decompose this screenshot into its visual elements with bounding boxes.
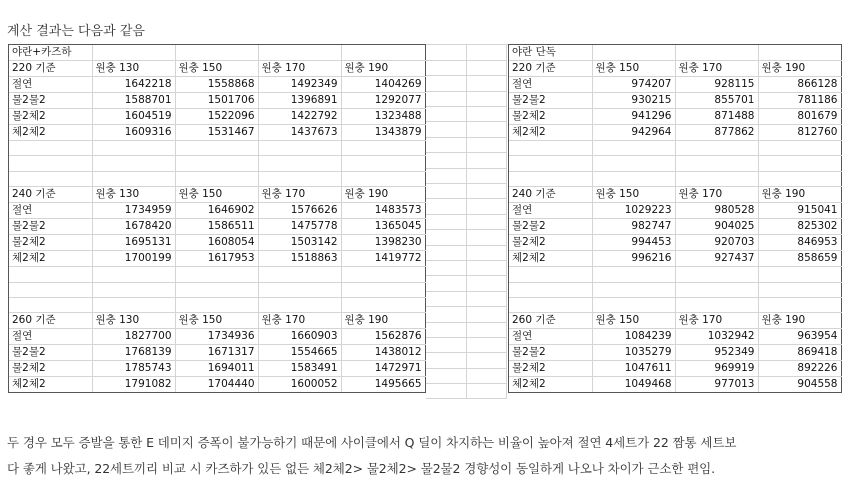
- empty-cell: [466, 384, 506, 399]
- value-cell[interactable]: 1558868: [175, 77, 258, 93]
- label-cell[interactable]: 절연: [9, 329, 92, 345]
- header-cell[interactable]: 원충 170: [675, 187, 758, 203]
- header-cell[interactable]: 원충 130: [92, 61, 175, 77]
- value-cell[interactable]: 1827700: [92, 329, 175, 345]
- value-cell[interactable]: 869418: [758, 345, 841, 361]
- label-cell[interactable]: [509, 141, 592, 156]
- left-data-row: [9, 251, 425, 267]
- right-data-row: [509, 219, 841, 235]
- value-cell[interactable]: 1734959: [92, 203, 175, 219]
- value-cell[interactable]: 1492349: [258, 77, 341, 93]
- label-cell[interactable]: [675, 171, 758, 186]
- value-cell[interactable]: 994453: [592, 235, 675, 251]
- empty-cell: [426, 45, 466, 60]
- left-data-row: [9, 219, 425, 235]
- header-cell[interactable]: 원충 190: [341, 61, 425, 77]
- empty-cell: [426, 337, 466, 352]
- label-cell[interactable]: [341, 171, 425, 186]
- label-cell[interactable]: 물2물2: [9, 93, 92, 109]
- empty-cell: [426, 214, 466, 229]
- label-cell[interactable]: [9, 282, 92, 297]
- label-cell[interactable]: [9, 141, 92, 156]
- left-gap-row: [9, 156, 425, 171]
- empty-cell: [426, 76, 466, 91]
- label-cell[interactable]: [258, 267, 341, 282]
- value-cell[interactable]: 1047611: [592, 361, 675, 377]
- header-cell[interactable]: 원충 170: [258, 187, 341, 203]
- left-data-row: [9, 77, 425, 93]
- value-cell[interactable]: 1438012: [341, 345, 425, 361]
- label-cell[interactable]: [175, 156, 258, 171]
- header-cell[interactable]: 원충 170: [675, 61, 758, 77]
- left-data-row: [9, 345, 425, 361]
- label-cell[interactable]: 물2체2: [509, 235, 592, 251]
- label-cell[interactable]: [92, 282, 175, 297]
- label-cell[interactable]: 체2체2: [509, 251, 592, 267]
- value-cell[interactable]: 871488: [675, 109, 758, 125]
- label-cell[interactable]: [592, 282, 675, 297]
- label-cell[interactable]: [758, 282, 841, 297]
- empty-cell: [426, 353, 466, 368]
- header-cell[interactable]: 원충 190: [758, 187, 841, 203]
- conclusion-line-2: 다 좋게 나왔고, 22세트끼리 비교 시 카즈하가 있든 없든 체2체2> 물2체2> 물2물2 경향성이 동일하게 나오나 차이가 근소한 편임.: [7, 461, 716, 476]
- value-cell[interactable]: 1292077: [341, 93, 425, 109]
- empty-cell: [426, 137, 466, 152]
- header-cell[interactable]: 240 기준: [9, 187, 92, 203]
- empty-cell: [426, 307, 466, 322]
- right-data-row: [509, 377, 841, 393]
- value-cell[interactable]: 942964: [592, 125, 675, 141]
- value-cell[interactable]: 930215: [592, 93, 675, 109]
- empty-cell: [466, 291, 506, 306]
- label-cell[interactable]: [341, 297, 425, 312]
- value-cell[interactable]: 1791082: [92, 377, 175, 393]
- value-cell[interactable]: 1586511: [175, 219, 258, 235]
- label-cell[interactable]: [758, 267, 841, 282]
- left-data-row: [9, 125, 425, 141]
- value-cell[interactable]: 1084239: [592, 329, 675, 345]
- value-cell[interactable]: 941296: [592, 109, 675, 125]
- value-cell[interactable]: 952349: [675, 345, 758, 361]
- header-cell[interactable]: 260 기준: [9, 313, 92, 329]
- value-cell[interactable]: 1608054: [175, 235, 258, 251]
- right-gap-row: [509, 282, 841, 297]
- empty-cell: [426, 230, 466, 245]
- label-cell[interactable]: [92, 141, 175, 156]
- table-title-cell[interactable]: 야란+카즈하: [9, 45, 92, 61]
- label-cell[interactable]: [341, 141, 425, 156]
- label-cell[interactable]: [592, 297, 675, 312]
- spreadsheet-gap-columns: [426, 44, 508, 399]
- label-cell[interactable]: [341, 267, 425, 282]
- label-cell[interactable]: [258, 156, 341, 171]
- label-cell[interactable]: [592, 156, 675, 171]
- value-cell[interactable]: 1695131: [92, 235, 175, 251]
- header-cell[interactable]: 원충 190: [758, 313, 841, 329]
- value-cell[interactable]: 866128: [758, 77, 841, 93]
- left-header-row: [9, 313, 425, 329]
- label-cell[interactable]: [341, 156, 425, 171]
- value-cell[interactable]: 1694011: [175, 361, 258, 377]
- empty-cell: [466, 199, 506, 214]
- label-cell[interactable]: [175, 171, 258, 186]
- label-cell[interactable]: [175, 45, 258, 61]
- label-cell[interactable]: 체2체2: [9, 377, 92, 393]
- label-cell[interactable]: [341, 282, 425, 297]
- header-cell[interactable]: 원충 190: [341, 313, 425, 329]
- value-cell[interactable]: 1398230: [341, 235, 425, 251]
- label-cell[interactable]: [258, 297, 341, 312]
- left-data-row: [9, 329, 425, 345]
- value-cell[interactable]: 1576626: [258, 203, 341, 219]
- left-data-row: [9, 203, 425, 219]
- right-data-row: [509, 125, 841, 141]
- header-cell[interactable]: 240 기준: [509, 187, 592, 203]
- empty-cell: [426, 322, 466, 337]
- label-cell[interactable]: [675, 282, 758, 297]
- left-data-row: [9, 377, 425, 393]
- value-cell[interactable]: 1365045: [341, 219, 425, 235]
- empty-cell: [426, 276, 466, 291]
- empty-cell: [426, 107, 466, 122]
- right-title-row: [509, 45, 841, 61]
- label-cell[interactable]: 물2체2: [9, 109, 92, 125]
- label-cell[interactable]: 물2물2: [9, 345, 92, 361]
- value-cell[interactable]: 1562876: [341, 329, 425, 345]
- header-cell[interactable]: 원충 150: [592, 187, 675, 203]
- left-gap-row: [9, 267, 425, 282]
- empty-cell: [466, 76, 506, 91]
- label-cell[interactable]: [592, 45, 675, 61]
- label-cell[interactable]: [92, 156, 175, 171]
- empty-cell: [426, 60, 466, 75]
- right-data-row: [509, 361, 841, 377]
- value-cell[interactable]: 1035279: [592, 345, 675, 361]
- value-cell[interactable]: 1343879: [341, 125, 425, 141]
- label-cell[interactable]: [758, 171, 841, 186]
- value-cell[interactable]: 1396891: [258, 93, 341, 109]
- value-cell[interactable]: 1617953: [175, 251, 258, 267]
- value-cell[interactable]: 812760: [758, 125, 841, 141]
- left-data-row: [9, 93, 425, 109]
- value-cell[interactable]: 1419772: [341, 251, 425, 267]
- value-cell[interactable]: 1404269: [341, 77, 425, 93]
- left-header-row: [9, 187, 425, 203]
- right-data-row: [509, 93, 841, 109]
- right-data-row: [509, 345, 841, 361]
- empty-cell: [466, 245, 506, 260]
- label-cell[interactable]: [258, 141, 341, 156]
- right-gap-row: [509, 297, 841, 312]
- right-data-row: [509, 109, 841, 125]
- label-cell[interactable]: [258, 282, 341, 297]
- empty-cell: [426, 153, 466, 168]
- empty-cell: [426, 368, 466, 383]
- value-cell[interactable]: 1503142: [258, 235, 341, 251]
- label-cell[interactable]: [175, 141, 258, 156]
- right-data-row: [509, 251, 841, 267]
- value-cell[interactable]: 781186: [758, 93, 841, 109]
- header-cell[interactable]: 원충 170: [258, 61, 341, 77]
- empty-cell: [466, 353, 506, 368]
- value-cell[interactable]: 877862: [675, 125, 758, 141]
- heading: 계산 결과는 다음과 같음: [7, 24, 145, 39]
- label-cell[interactable]: 물2체2: [509, 361, 592, 377]
- left-gap-row: [9, 282, 425, 297]
- value-cell[interactable]: 1032942: [675, 329, 758, 345]
- label-cell[interactable]: 절연: [509, 203, 592, 219]
- header-cell[interactable]: 원충 150: [175, 61, 258, 77]
- label-cell[interactable]: 물2체2: [9, 361, 92, 377]
- label-cell[interactable]: [9, 297, 92, 312]
- value-cell[interactable]: 1483573: [341, 203, 425, 219]
- right-gap-row: [509, 171, 841, 186]
- empty-cell: [466, 91, 506, 106]
- left-gap-row: [9, 171, 425, 186]
- value-cell[interactable]: 1660903: [258, 329, 341, 345]
- label-cell[interactable]: [509, 267, 592, 282]
- right-data-row: [509, 77, 841, 93]
- value-cell[interactable]: 996216: [592, 251, 675, 267]
- value-cell[interactable]: 1768139: [92, 345, 175, 361]
- empty-cell: [426, 184, 466, 199]
- empty-cell: [466, 214, 506, 229]
- empty-cell: [466, 322, 506, 337]
- value-cell[interactable]: 1600052: [258, 377, 341, 393]
- label-cell[interactable]: 물2체2: [9, 235, 92, 251]
- right-data-row: [509, 329, 841, 345]
- header-cell[interactable]: 원충 130: [92, 313, 175, 329]
- header-cell[interactable]: 원충 150: [175, 313, 258, 329]
- empty-cell: [426, 245, 466, 260]
- value-cell[interactable]: 1323488: [341, 109, 425, 125]
- right-header-row: [509, 313, 841, 329]
- label-cell[interactable]: [175, 282, 258, 297]
- value-cell[interactable]: 982747: [592, 219, 675, 235]
- header-cell[interactable]: 220 기준: [9, 61, 92, 77]
- empty-cell: [466, 276, 506, 291]
- label-cell[interactable]: 절연: [9, 77, 92, 93]
- header-cell[interactable]: 원충 170: [675, 313, 758, 329]
- right-gap-row: [509, 141, 841, 156]
- empty-cell: [426, 91, 466, 106]
- label-cell[interactable]: [592, 171, 675, 186]
- left-gap-row: [9, 141, 425, 156]
- label-cell[interactable]: [758, 45, 841, 61]
- right-gap-row: [509, 156, 841, 171]
- label-cell[interactable]: 물2물2: [509, 219, 592, 235]
- label-cell[interactable]: [92, 267, 175, 282]
- header-cell[interactable]: 220 기준: [509, 61, 592, 77]
- value-cell[interactable]: 1704440: [175, 377, 258, 393]
- right-data-row: [509, 203, 841, 219]
- label-cell[interactable]: 물2물2: [509, 345, 592, 361]
- header-cell[interactable]: 원충 190: [341, 187, 425, 203]
- value-cell[interactable]: 920703: [675, 235, 758, 251]
- value-cell[interactable]: 1522096: [175, 109, 258, 125]
- label-cell[interactable]: 절연: [509, 77, 592, 93]
- value-cell[interactable]: 1609316: [92, 125, 175, 141]
- label-cell[interactable]: [758, 141, 841, 156]
- value-cell[interactable]: 1495665: [341, 377, 425, 393]
- value-cell[interactable]: 1531467: [175, 125, 258, 141]
- empty-cell: [426, 168, 466, 183]
- header-cell[interactable]: 원충 150: [592, 313, 675, 329]
- header-cell[interactable]: 원충 170: [258, 313, 341, 329]
- label-cell[interactable]: [675, 45, 758, 61]
- value-cell[interactable]: 1437673: [258, 125, 341, 141]
- label-cell[interactable]: [675, 141, 758, 156]
- conclusion-line-1: 두 경우 모두 증발을 통한 E 데미지 증폭이 불가능하기 때문에 사이클에서 Q 딜이 차지하는 비율이 높아져 절연 4세트가 22 짬통 세트보: [7, 435, 737, 450]
- empty-cell: [466, 153, 506, 168]
- label-cell[interactable]: [509, 171, 592, 186]
- value-cell[interactable]: 904558: [758, 377, 841, 393]
- value-cell[interactable]: 980528: [675, 203, 758, 219]
- empty-cell: [466, 122, 506, 137]
- right-gap-row: [509, 267, 841, 282]
- left-data-row: [9, 235, 425, 251]
- left-gap-row: [9, 297, 425, 312]
- value-cell[interactable]: 1700199: [92, 251, 175, 267]
- value-cell[interactable]: 858659: [758, 251, 841, 267]
- label-cell[interactable]: 절연: [9, 203, 92, 219]
- value-cell[interactable]: 977013: [675, 377, 758, 393]
- value-cell[interactable]: 1029223: [592, 203, 675, 219]
- label-cell[interactable]: 체2체2: [9, 125, 92, 141]
- label-cell[interactable]: [9, 267, 92, 282]
- value-cell[interactable]: 928115: [675, 77, 758, 93]
- label-cell[interactable]: [9, 171, 92, 186]
- empty-cell: [426, 260, 466, 275]
- value-cell[interactable]: 963954: [758, 329, 841, 345]
- value-cell[interactable]: 904025: [675, 219, 758, 235]
- right-header-row: [509, 187, 841, 203]
- label-cell[interactable]: 절연: [509, 329, 592, 345]
- label-cell[interactable]: [675, 267, 758, 282]
- header-cell[interactable]: 260 기준: [509, 313, 592, 329]
- label-cell[interactable]: 물2물2: [509, 93, 592, 109]
- label-cell[interactable]: 체2체2: [509, 377, 592, 393]
- right-data-row: [509, 235, 841, 251]
- label-cell[interactable]: 물2체2: [509, 109, 592, 125]
- label-cell[interactable]: 체2체2: [509, 125, 592, 141]
- header-cell[interactable]: 원충 150: [175, 187, 258, 203]
- header-cell[interactable]: 원충 190: [758, 61, 841, 77]
- label-cell[interactable]: [758, 156, 841, 171]
- value-cell[interactable]: 1604519: [92, 109, 175, 125]
- value-cell[interactable]: 1588701: [92, 93, 175, 109]
- table-title-cell[interactable]: 야란 단독: [509, 45, 592, 61]
- empty-cell: [426, 122, 466, 137]
- value-cell[interactable]: 1049468: [592, 377, 675, 393]
- label-cell[interactable]: [592, 267, 675, 282]
- label-cell[interactable]: [175, 297, 258, 312]
- left-data-row: [9, 109, 425, 125]
- empty-cell: [466, 260, 506, 275]
- label-cell[interactable]: [758, 297, 841, 312]
- empty-cell: [426, 384, 466, 399]
- empty-cell: [466, 45, 506, 60]
- yelan-solo-table: [508, 44, 842, 393]
- empty-cell: [466, 368, 506, 383]
- value-cell[interactable]: 1678420: [92, 219, 175, 235]
- value-cell[interactable]: 927437: [675, 251, 758, 267]
- empty-cell: [466, 107, 506, 122]
- value-cell[interactable]: 974207: [592, 77, 675, 93]
- empty-cell: [466, 230, 506, 245]
- value-cell[interactable]: 1734936: [175, 329, 258, 345]
- value-cell[interactable]: 1422792: [258, 109, 341, 125]
- value-cell[interactable]: 1646902: [175, 203, 258, 219]
- label-cell[interactable]: 물2물2: [9, 219, 92, 235]
- value-cell[interactable]: 969919: [675, 361, 758, 377]
- value-cell[interactable]: 1642218: [92, 77, 175, 93]
- label-cell[interactable]: [592, 141, 675, 156]
- label-cell[interactable]: [675, 297, 758, 312]
- empty-cell: [466, 60, 506, 75]
- left-header-row: [9, 61, 425, 77]
- value-cell[interactable]: 1475778: [258, 219, 341, 235]
- empty-cell: [426, 199, 466, 214]
- value-cell[interactable]: 1501706: [175, 93, 258, 109]
- value-cell[interactable]: 801679: [758, 109, 841, 125]
- label-cell[interactable]: [509, 156, 592, 171]
- label-cell[interactable]: [509, 297, 592, 312]
- empty-cell: [426, 291, 466, 306]
- label-cell[interactable]: [258, 171, 341, 186]
- empty-cell: [466, 307, 506, 322]
- kazuha-combo-table: [8, 44, 426, 393]
- label-cell[interactable]: [675, 156, 758, 171]
- value-cell[interactable]: 1671317: [175, 345, 258, 361]
- value-cell[interactable]: 825302: [758, 219, 841, 235]
- header-cell[interactable]: 원충 130: [92, 187, 175, 203]
- empty-cell: [466, 137, 506, 152]
- value-cell[interactable]: 892226: [758, 361, 841, 377]
- left-title-row: [9, 45, 425, 61]
- right-header-row: [509, 61, 841, 77]
- value-cell[interactable]: 1785743: [92, 361, 175, 377]
- value-cell[interactable]: 1554665: [258, 345, 341, 361]
- value-cell[interactable]: 855701: [675, 93, 758, 109]
- value-cell[interactable]: 1472971: [341, 361, 425, 377]
- empty-cell: [466, 184, 506, 199]
- label-cell[interactable]: [509, 282, 592, 297]
- header-cell[interactable]: 원충 150: [592, 61, 675, 77]
- label-cell[interactable]: [341, 45, 425, 61]
- value-cell[interactable]: 1583491: [258, 361, 341, 377]
- empty-cell: [466, 337, 506, 352]
- label-cell[interactable]: 체2체2: [9, 251, 92, 267]
- label-cell[interactable]: [175, 267, 258, 282]
- label-cell[interactable]: [92, 45, 175, 61]
- left-data-row: [9, 361, 425, 377]
- label-cell[interactable]: [92, 171, 175, 186]
- value-cell[interactable]: 1518863: [258, 251, 341, 267]
- value-cell[interactable]: 846953: [758, 235, 841, 251]
- label-cell[interactable]: [258, 45, 341, 61]
- value-cell[interactable]: 915041: [758, 203, 841, 219]
- empty-cell: [466, 168, 506, 183]
- label-cell[interactable]: [92, 297, 175, 312]
- label-cell[interactable]: [9, 156, 92, 171]
